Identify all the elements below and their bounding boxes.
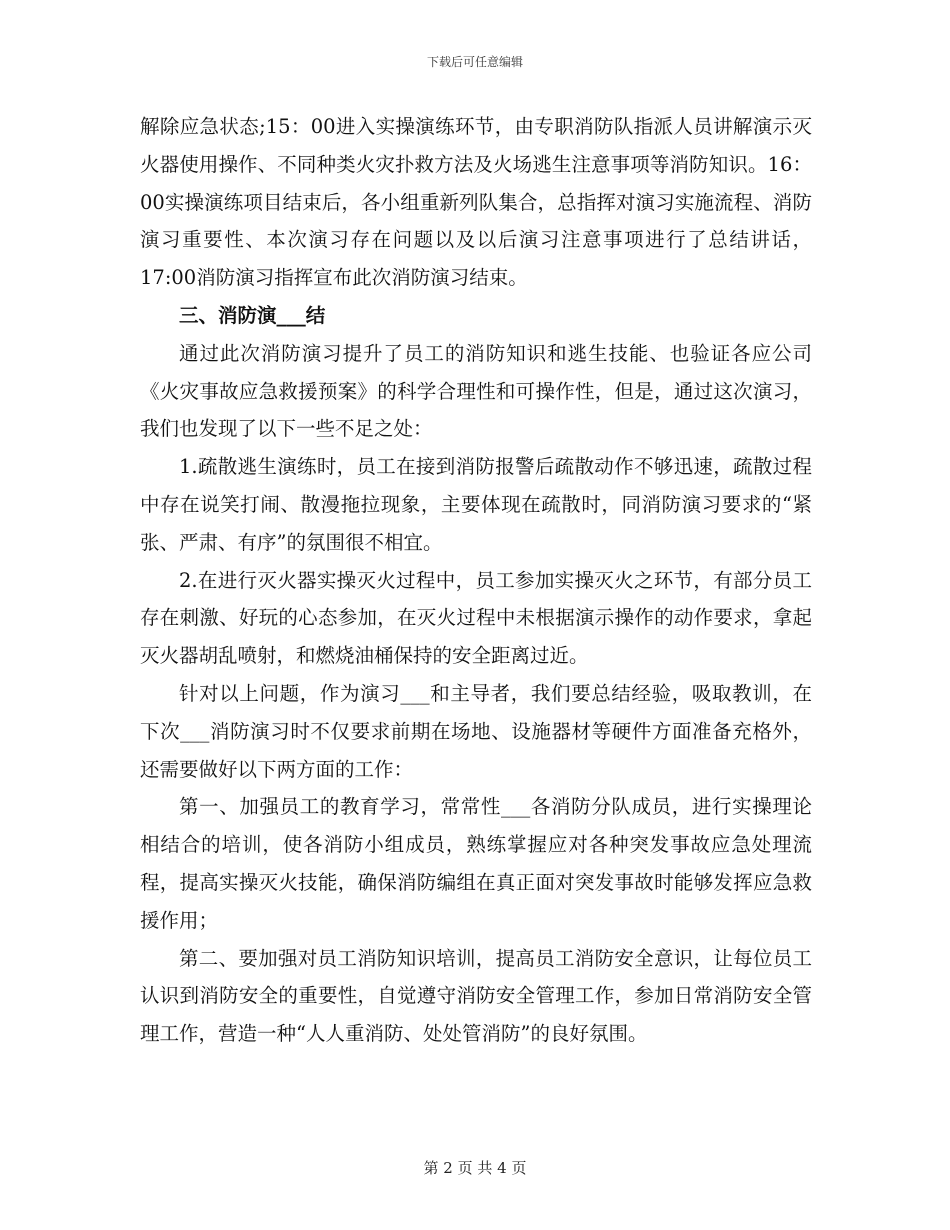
paragraph-measure-2: 第二、要加强对员工消防知识培训，提高员工消防安全意识，让每位员工认识到消防安全的重要性，自觉遵守消防安全管理工作，参加日常消防安全管理工作，营造一种“人人重消防、处处管消防”的良好氛围。	[140, 946, 812, 1046]
paragraph-lessons: 针对以上问题，作为演习___和主导者，我们要总结经验，吸取教训，在下次___消防演习时不仅要求前期在场地、设施器材等硬件方面准备充格外，还需要做好以下两方面的工作：	[140, 681, 812, 781]
paragraph-schedule-continuation: 解除应急状态;15：00进入实操演练环节，由专职消防队指派人员讲解演示灭火器使用操作、不同种类火灾扑救方法及火场逃生注意事项等消防知识。16：00实操演练项目结束后，各小组重新列队集合，总指挥对演习实施流程、消防演习重要性、本次演习存在问题以及以后演习注意事项进行了总结讲话，17:00消防演习指挥宣布此次消防演习结束。	[140, 115, 812, 290]
page-header: 下载后可任意编辑	[426, 55, 523, 69]
paragraph-issue-2: 2.在进行灭火器实操灭火过程中，员工参加实操灭火之环节，有部分员工存在刺激、好玩的心态参加，在灭火过程中未根据演示操作的动作要求，拿起灭火器胡乱喷射，和燃烧油桶保持的安全距离过近。	[140, 568, 812, 668]
paragraph-issue-1: 1.疏散逃生演练时，员工在接到消防报警后疏散动作不够迅速，疏散过程中存在说笑打闹、散漫拖拉现象，主要体现在疏散时，同消防演习要求的“紧张、严肃、有序”的氛围很不相宜。	[140, 455, 812, 554]
section-heading: 三、消防演___结	[179, 303, 326, 327]
document-body	[140, 108, 812, 1053]
page-number: 第 2 页 共 4 页	[423, 1159, 527, 1177]
paragraph-measure-1: 第一、加强员工的教育学习，常常性___各消防分队成员，进行实操理论相结合的培训，使各消防小组成员，熟练掌握应对各种突发事故应急处理流程，提高实操灭火技能，确保消防编组在真正面对突发事故时能够发挥应急救援作用；	[140, 795, 812, 932]
paragraph-summary-intro: 通过此次消防演习提升了员工的消防知识和逃生技能、也验证各应公司《火灾事故应急救援预案》的科学合理性和可操作性，但是，通过这次演习，我们也发现了以下一些不足之处：	[140, 341, 812, 441]
